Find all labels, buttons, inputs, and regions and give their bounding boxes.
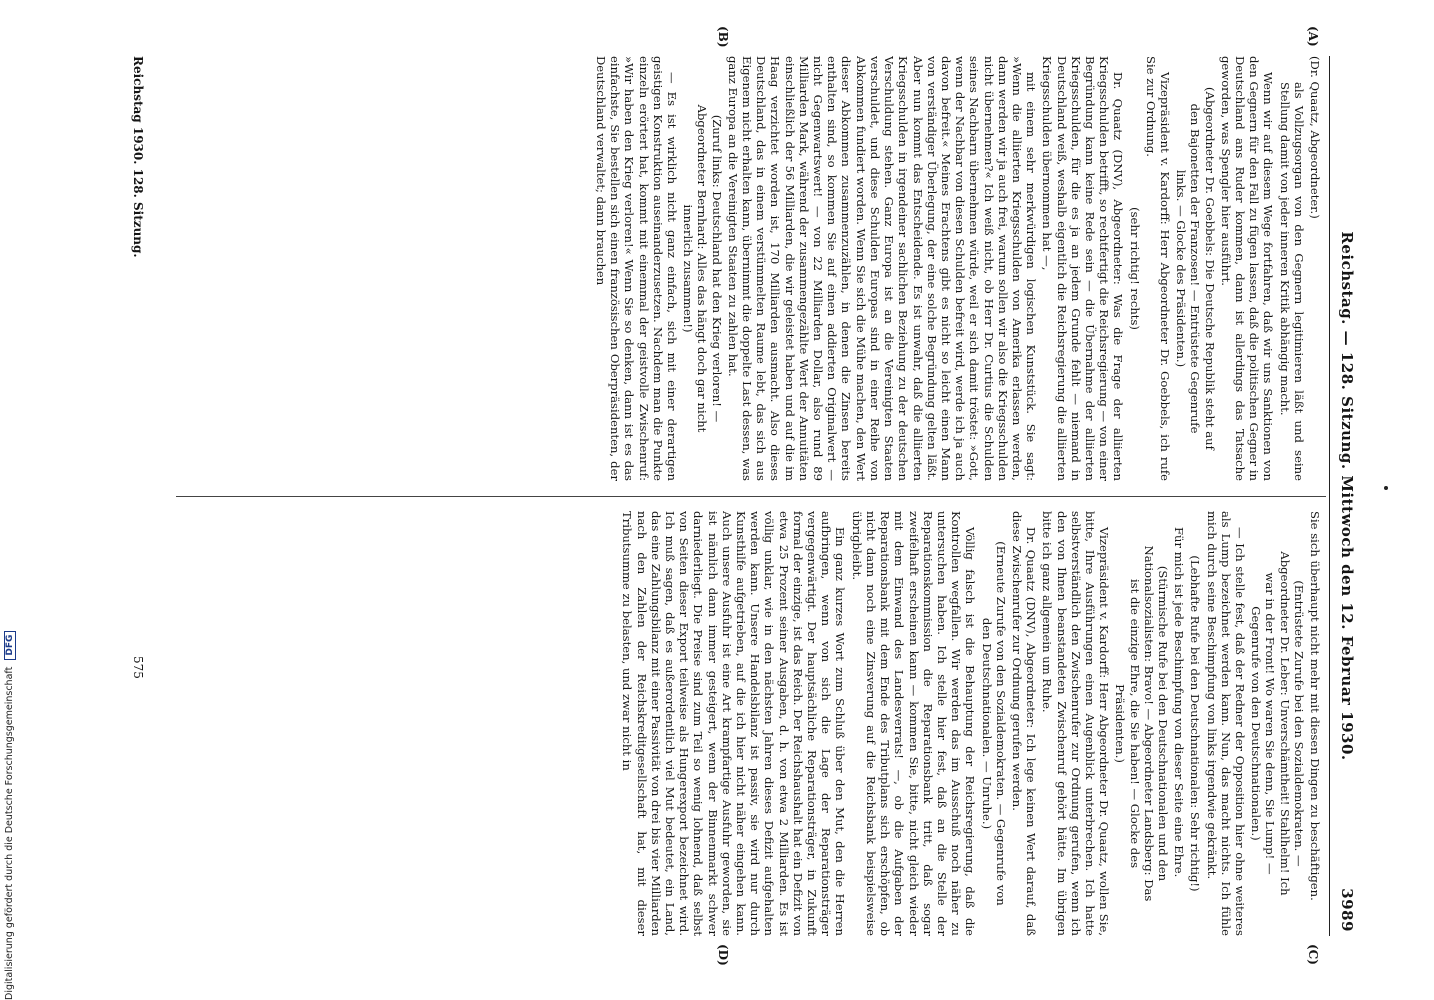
paragraph: (Dr. Quaatz, Abgeordneter.): [1308, 56, 1322, 219]
paragraph: Ein ganz kurzes Wort zum Schluß über den Mut, den die Herren aufbringen, wenn von sich die Lage der Reparationsträger vergegenwärtigt. Der hauptsächliche Reparationsträger, in Zukunft formal der einzige, ist das Reich. Der Reichshaushalt hat ein Defizit von etwa 25 Prozent seiner Ausgaben, d. h. von etwa 2 Milliarden. Es ist völlig unklar, wie in den nächsten Jahren dieses Defizit aufgehalten werden kann. Unsere Handelsbilanz ist passiv, sie wird nur durch Kunsthilfe aufgetrieben, auf die ich hier nicht näher eingehen kann. Auch unsere Ausfuhr ist eine Art krampfartige Ausfuhr geworden, sie ist nämlich dann immer gesteigert, wenn der Binnenmarkt schwer darniederliegt. Die Preise sind zum Teil so wenig lohnend, daß selbst von Seiten dieser Export teilweise als Hungerexport bezeichnet wird. Ich muß sagen, daß es außerordentlich viel Mut bedeutet, ein Land, das eine Zahlungsbilanz mit einer Passivität von drei bis vier Milliarden nach den Zahlen der Reichskreditgesellschaft hat, mit dieser Tributsumme zu belasten, und zwar nicht in: [620, 511, 848, 936]
right-text-column: [152, 511, 1322, 936]
footer-left: Reichstag 1930. 128. Sitzung.: [131, 56, 145, 258]
paragraph: Vizepräsident v. Kardorff: Herr Abgeordneter Dr. Goebbels, ich rufe Sie zur Ordnung.: [1143, 56, 1172, 481]
paragraph: — Es ist wirklich nicht ganz einfach, sich mit einer derartigen geistigen Konstruktion auseinanderzusetzen. Nachdem man die Punkte einzeln erörtert hat, kommt mit einemmal der geistvolle Zwischenruf: »Wir haben den Krieg verloren!« Wenn Sie so denken, dann ist es das einfachste, Sie bestellen sich einen französischen Oberpräsidenten, der Deutschland verwaltet; dann brauchen: [594, 56, 680, 481]
credit-text: Digitalisierung gefördert durch die Deutsche Forschungsgemeinschaft: [4, 666, 15, 1000]
paragraph: Dr. Quaatz (DNV), Abgeordneter: Ich lege keinen Wert darauf, daß diese Zwischenrufer zur Ordnung gerufen werden.: [1009, 511, 1039, 936]
margin-mark-b: (B): [716, 26, 730, 48]
paragraph: (Zuruf links: Deutschland hat den Krieg verloren! — Abgeordneter Bernhard: Alles das hängt doch gar nicht innerlich zusammen!): [681, 104, 724, 433]
digitization-credit: [4, 631, 16, 1000]
dfg-logo: DFG: [4, 631, 16, 660]
column-divider: [176, 496, 1326, 497]
margin-mark-c: (C): [1306, 944, 1320, 965]
paragraph: Dr. Quaatz (DNV), Abgeordneter: Was die Frage der alliierten Kriegsschulden betrifft, so rechtfertigt die Reichsregierung — von einer Begründung kann keine Rede sein — die Übernahme der alliierten Kriegsschulden, für die es ja an jedem Grunde fehlt — niemand in Deutschland weiß, weshalb eigentlich die Reichsregierung die alliierten Kriegsschulden übernommen hat —,: [1040, 56, 1126, 481]
paragraph: (sehr richtig! rechts): [1127, 207, 1142, 330]
paragraph: (Entrüstete Zurufe bei den Sozialdemokraten. — Abgeordneter Dr. Leber: Unverschämtheit! Stahlhelm! Ich war in der Front! Wo waren Sie denn, Sie Lump! — Gegenrufe von den Deutschnationalen.): [1249, 551, 1306, 896]
scan-speck: [1384, 486, 1388, 490]
margin-mark-a: (A): [1306, 26, 1320, 47]
paragraph: — Ich stelle fest, daß der Redner der Opposition hier ohne weiteres als Lump bezeichnet werden kann. Nun, das macht nichts. Ich fühle mich durch seine Beschimpfung von links irgendwie gekränkt.: [1204, 511, 1247, 936]
paragraph: als Vollzugsorgan von den Gegnern legitimieren läßt und seine Stellung damit von jeder inneren Kritik abhängig macht.: [1277, 82, 1306, 481]
paragraph: Vizepräsident v. Kardorff: Herr Abgeordneter Dr. Quaatz, wollen Sie, bitte, Ihre Ausführungen einen Augenblick unterbrechen. Ich hatte selbstverständlich den Zwischenrufer zur Ordnung gerufen, wenn ich den von Ihnen beanstandeten Zwischenruf gehört hätte. Im übrigen bitte ich ganz allgemein um Ruhe.: [1040, 511, 1112, 936]
paragraph: (Erneute Zurufe von den Sozialdemokraten. — Gegenrufe von den Deutschnationalen. — Unruhe.): [979, 541, 1008, 906]
footer-page-number: 575: [131, 656, 145, 679]
page-header: [1329, 56, 1360, 936]
paragraph: (Stürmische Rufe bei den Deutschnationalen und den Nationalsozialisten: Bravo! — Abgeordneter Landsberg: Das ist die einzige Ehre, die Sie haben! — Glocke des Präsidenten.): [1113, 545, 1170, 902]
paragraph: (Lebhafte Rufe bei den Deutschnationalen: Sehr richtig!): [1188, 555, 1203, 892]
paragraph: Völlig falsch ist die Behauptung der Reichsregierung, daß die Kontrollen wegfallen. Wir werden das im Ausschuß noch näher zu untersuchen haben. Ich stelle hier fest, daß an die Stelle der Reparationskommission die Reparationsbank tritt, daß sogar zweifelhaft erscheinen kann — kommen Sie, bitte, nicht gleich wieder mit dem Einwand des Landesverrats! —, ob die Aufgaben der Reparationsbank mit dem Ende des Tributplans sich erschöpfen, ob nicht dann noch eine Zinsverung auf die Reichsbank beispielsweise übrigbleibt.: [849, 511, 978, 936]
header-title: Reichstag. — 128. Sitzung. Mittwoch den 12. Februar 1930.: [1338, 231, 1356, 761]
rotated-page-content: [120, 26, 1360, 966]
paragraph: mit einem sehr merkwürdigen logischen Kunststück. Sie sagt: »Wenn die alliierten Kriegsschulden von Amerika erlassen werden, dann werden wir ja auch frei, warum sollen wir also die Kriegsschulden nicht übernehmen?« Ich weiß nicht, ob Herr Dr. Curtius die Schulden seines Nachbarn übernehmen würde, weil er sich damit tröstet: »Gott, wenn der Nachbar von diesen Schulden befreit wird, werde ich ja auch davon befreit.« Meines Erachtens gibt es nicht so leicht einen Mann von verständiger Überlegung, der eine solche Begründung gelten läßt. Aber nun kommt das Entscheidende. Es ist unwahr, daß die alliierten Kriegsschulden in irgendeiner sachlichen Beziehung zu der deutschen Verschuldung stehen. Ganz Europa ist an die Vereinigten Staaten verschuldet, und diese Schulden Europas sind in einer Reihe von Abkommen fundiert worden. Wenn Sie sich die Mühe machen, den Wert dieser Abkommen zusammenzuzählen, in denen die Zinsen bereits enthalten sind, so kommen Sie auf einen addierten Originalwert — nicht Gegenwartswert! — von 22 Milliarden Dollar, also rund 89 Milliarden Mark, während der zusammengezählte Wert der Annuitäten einschließlich der 56 Milliarden, die wir geleistet haben und auf die im Haag verzichtet worden ist, 170 Milliarden ausmacht. Also dieses Deutschland, das in einem verstümmelten Raume lebt, das sich aus Eigenem nicht erhalten kann, übernimmt die doppelte Last dessen, was ganz Europa an die Vereinigten Staaten zu zahlen hat.: [725, 56, 1039, 481]
paragraph: Sie sich überhaupt nicht mehr mit diesen Dingen zu beschäftigen.: [1308, 511, 1322, 901]
paragraph: Für mich ist jede Beschimpfung von dieser Seite eine Ehre.: [1172, 527, 1187, 878]
paragraph: (Abgeordneter Dr. Goebbels: Die Deutsche Republik steht auf den Bajonetten der Franzosen! — Entrüstete Gegenrufe links. — Glocke des Präsidenten.): [1174, 87, 1217, 450]
paragraph: Wenn wir auf diesem Wege fortfahren, daß wir uns Sanktionen von den Gegnern für den Fall zu fügen lassen, daß die politischen Gegner in Deutschland ans Ruder kommen, dann ist allerdings das Tatsache geworden, was Spengler hier ausführt.: [1218, 56, 1276, 481]
left-text-column: [152, 56, 1322, 481]
page-number: 3989: [1338, 888, 1356, 932]
margin-mark-d: (D): [716, 944, 730, 966]
